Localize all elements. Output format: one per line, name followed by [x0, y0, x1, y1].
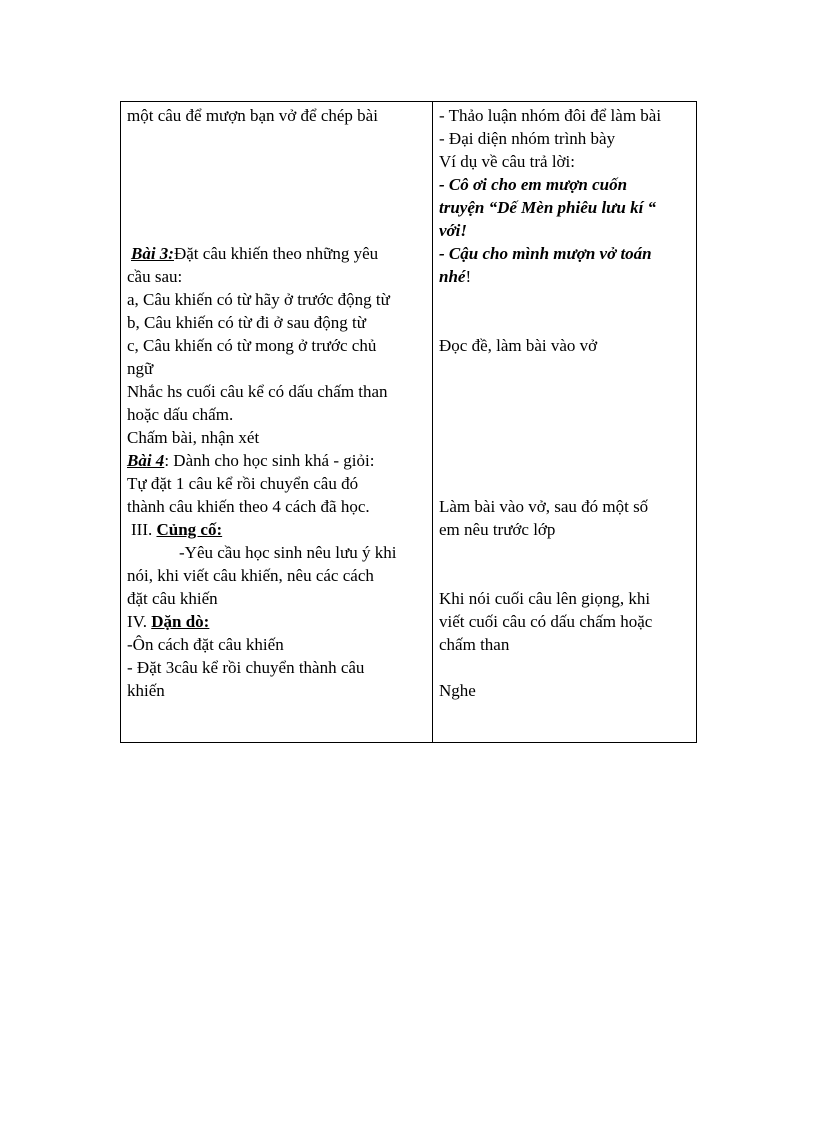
example-answer-line: [439, 265, 690, 288]
text-line: Đọc đề, làm bài vào vở: [439, 336, 598, 355]
homework-heading: [127, 610, 426, 633]
lesson-table: [120, 101, 697, 743]
student-activities-column: [433, 102, 696, 742]
consolidation-heading: [127, 518, 426, 541]
consolidation-title: Củng cố:: [156, 520, 223, 539]
text-line: Nghe: [439, 681, 476, 700]
teacher-activities-column: [121, 102, 433, 742]
section-number: III.: [131, 520, 153, 539]
text-line: b, Câu khiến có từ đi ở sau động từ: [127, 313, 366, 332]
text-line: một câu để mượn bạn vở để chép bài: [127, 106, 378, 125]
text-line: - Đặt 3câu kể rồi chuyển thành câu: [127, 658, 365, 677]
text-line: thành câu khiến theo 4 cách đã học.: [127, 497, 370, 516]
text-line: chấm than: [439, 635, 510, 654]
text-line: khiến: [127, 681, 165, 700]
text-line: Làm bài vào vở, sau đó một số: [439, 497, 649, 516]
text-line: Tự đặt 1 câu kể rồi chuyển câu đó: [127, 474, 359, 493]
text-line: ngữ: [127, 359, 154, 378]
exercise-3-heading: [127, 242, 426, 265]
text-line: - Thảo luận nhóm đôi để làm bài: [439, 106, 662, 125]
homework-title: Dặn dò:: [151, 612, 210, 631]
example-answer-line: - Cậu cho mình mượn vở toán: [439, 244, 652, 263]
exercise-4-heading: [127, 449, 426, 472]
text-line: a, Câu khiến có từ hãy ở trước động từ: [127, 290, 390, 309]
exercise-3-text: Đặt câu khiến theo những yêu: [173, 244, 379, 263]
exclamation-mark: !: [465, 267, 472, 286]
example-answer-line: - Cô ơi cho em mượn cuốn: [439, 175, 628, 194]
text-line: nói, khi viết câu khiến, nêu các cách: [127, 566, 374, 585]
text-line: Khi nói cuối câu lên giọng, khi: [439, 589, 651, 608]
example-answer-line: với!: [439, 221, 468, 240]
text-line: hoặc dấu chấm.: [127, 405, 234, 424]
text-line: đặt câu khiến: [127, 589, 218, 608]
text-line: em nêu trước lớp: [439, 520, 556, 539]
text-line: Chấm bài, nhận xét: [127, 428, 260, 447]
text-line: c, Câu khiến có từ mong ở trước chủ: [127, 336, 377, 355]
text-line: Ví dụ về câu trả lời:: [439, 152, 575, 171]
text-line: -Yêu cầu học sinh nêu lưu ý khi: [179, 543, 397, 562]
section-number: IV.: [127, 612, 147, 631]
text-line: viết cuối câu có dấu chấm hoặc: [439, 612, 653, 631]
exercise-4-text: : Dành cho học sinh khá - giỏi:: [164, 451, 375, 470]
exercise-4-label: Bài 4: [127, 451, 165, 470]
exercise-3-label: Bài 3:: [131, 244, 174, 263]
example-answer-line: truyện “Dế Mèn phiêu lưu kí “: [439, 198, 657, 217]
example-answer-end: nhé: [439, 267, 466, 286]
text-line: cầu sau:: [127, 267, 183, 286]
text-line: -Ôn cách đặt câu khiến: [127, 635, 284, 654]
text-line: Nhắc hs cuối câu kể có dấu chấm than: [127, 382, 388, 401]
text-line: - Đại diện nhóm trình bày: [439, 129, 616, 148]
